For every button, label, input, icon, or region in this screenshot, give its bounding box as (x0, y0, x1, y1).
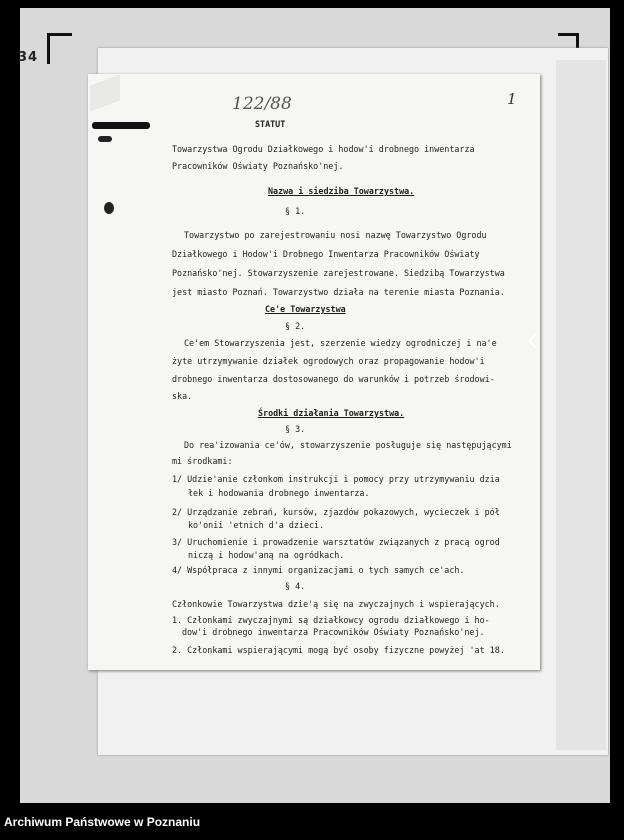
document-line: dow'i drobnego inwentarza Pracowników Oświaty Poznańsko'nej. (182, 627, 485, 637)
document-line: ska. (172, 391, 193, 401)
document-line: § 4. (285, 581, 306, 591)
document-line: § 3. (285, 424, 306, 434)
document-line: niczą i hodow'aną na ogródkach. (188, 550, 345, 560)
document-line: § 2. (285, 321, 306, 331)
document-line: mi środkami: (172, 456, 233, 466)
punch-hole (104, 202, 114, 214)
document-line: Towarzystwa Ogrodu Działkowego i hodow'i drobnego inwentarza (172, 144, 475, 154)
document-line: 2. Członkami wspierającymi mogą być osoby fizyczne powyżej 'at 18. (172, 645, 505, 655)
document-line: Ce'em Stowarzyszenia jest, szerzenie wiedzy ogrodniczej i na'e (184, 338, 497, 348)
document-line: § 1. (285, 206, 306, 216)
document-line: Działkowego i Hodow'i Drobnego Inwentarza Pracowników Oświaty (172, 249, 480, 259)
handwritten-reference-number: 122/88 (232, 94, 292, 114)
document-line: żyte utrzymywanie działek ogrodowych oraz propagowanie hodow'i (172, 356, 485, 366)
handwritten-page-number: 1 (507, 90, 517, 108)
document-line: Poznańsko'nej. Stowarzyszenie zarejestrowane. Siedzibą Towarzystwa (172, 268, 505, 278)
document-line: Do rea'izowania ce'ów, stowarzyszenie posługuje się następującymi (184, 440, 512, 450)
document-line: Towarzystwo po zarejestrowaniu nosi nazwę Towarzystwo Ogrodu (184, 230, 487, 240)
document-line: ko'onii 'etnich d'a dzieci. (188, 520, 325, 530)
document-line: jest miasto Poznań. Towarzystwo działa na terenie miasta Poznania. (172, 287, 505, 297)
archive-footer (0, 806, 624, 840)
document-line: Pracowników Oświaty Poznańsko'nej. (172, 161, 344, 171)
document-line: 2/ Urządzanie zebrań, kursów, zjazdów pokazowych, wycieczek i pół (172, 507, 500, 517)
backing-sheet-edge (556, 60, 606, 750)
document-line: Członkowie Towarzystwa dzie'ą się na zwyczajnych i wspierających. (172, 599, 500, 609)
document-line: 3/ Uruchomienie i prowadzenie warsztatów związanych z pracą ogrod (172, 537, 500, 547)
document-line: 4/ Współpraca z innymi organizacjami o tych samych ce'ach. (172, 565, 465, 575)
document-line: Nazwa i siedziba Towarzystwa. (268, 186, 415, 196)
frame-number: 34 (18, 50, 39, 65)
document-line: łek i hodowania drobnego inwentarza. (188, 488, 370, 498)
document-line: drobnego inwentarza dostosowanego do warunków i potrzeb środowi- (172, 374, 495, 384)
document-line: Środki działania Towarzystwa. (258, 408, 405, 418)
document-line: Ce'e Towarzystwa (265, 304, 346, 314)
document-line: 1/ Udzie'anie członkom instrukcji i pomocy przy utrzymywaniu dzia (172, 474, 500, 484)
binder-clip-mark (92, 122, 150, 129)
document-line: STATUT (255, 119, 286, 129)
binder-clip-mark-small (98, 136, 112, 142)
archive-name: Archiwum Państwowe w Poznaniu (4, 815, 201, 829)
crop-mark-top-left (47, 33, 72, 64)
document-line: 1. Członkami zwyczajnymi są działkowcy ogrodu działkowego i ho- (172, 615, 490, 625)
